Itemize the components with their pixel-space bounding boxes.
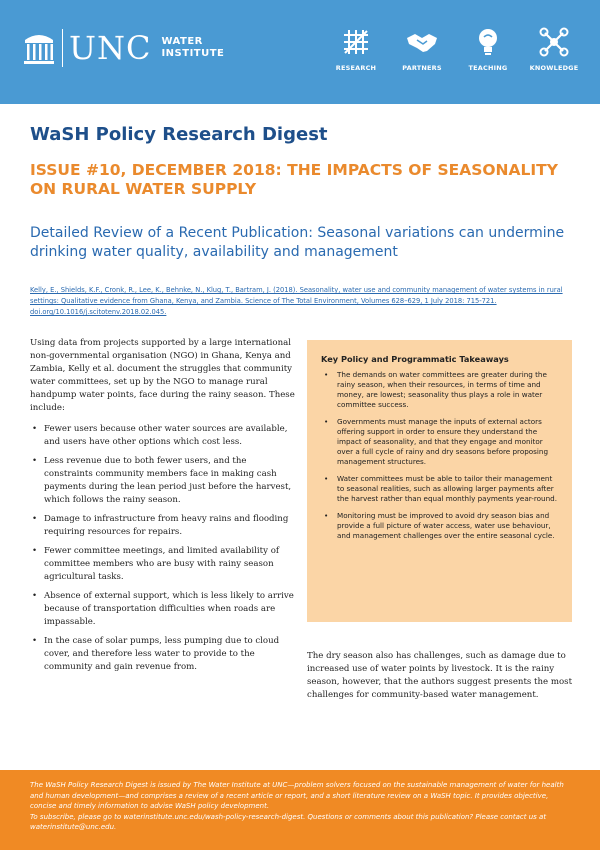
nav-research-label: RESEARCH — [335, 64, 377, 72]
takeaway-item: • Water committees must be able to tailor their management to seasonal realities, such as allowing larger payments after the harvest rather than equal monthly payments year-round. — [321, 474, 558, 504]
intro-paragraph: Using data from projects supported by a large international non-governmental organisation (NGO) in Ghana, Kenya and Zambia, Kelly et al. document the struggles that community water committees, set up by the NGO to manage rural handpump water points, face during the rainy season. These include: — [30, 338, 295, 413]
takeaway-item: • Governments must manage the inputs of external actors offering support in order to ensure they understand the impact of seasonality, and that they engage and monitor over a full cycle of rainy and dry seasons before proposing management structures. — [321, 417, 558, 467]
review-title: Detailed Review of a Recent Publication: Seasonal variations can undermine drinking water quality, availability and management — [30, 225, 565, 260]
footer-description: The WaSH Policy Research Digest is issued by The Water Institute at UNC—problem solvers focused on the sustainable management of water for health and human development—and comprises a review of a recent article or report, and a short literature review on a WaSH topic. It provides objective, concise and timely information to advise WaSH policy development. — [30, 781, 564, 810]
unc-water-institute-logo[interactable] — [22, 28, 224, 68]
logo-institute-label: INSTITUTE — [161, 48, 225, 59]
list-item: • Fewer users because other water sources are available, and users have other options which cost less. — [30, 423, 295, 449]
nav-teaching[interactable] — [456, 24, 520, 72]
footer-contact: To subscribe, please go to waterinstitute.unc.edu/wash-policy-research-digest. Questions or comments about this publication? Please contact us at waterinstitute@unc.edu. — [30, 812, 547, 831]
research-icon — [341, 27, 371, 57]
dry-season-paragraph: The dry season also has challenges, such as damage due to increased use of water points by livestock. It is the rainy season, however, that the authors suggest presents the most challenges for community-based water management. — [307, 651, 573, 700]
knowledge-network-icon — [539, 27, 569, 57]
main-body-column — [30, 337, 295, 680]
nav-knowledge[interactable] — [522, 24, 586, 72]
logo-unc-text: UNC — [69, 29, 152, 67]
handshake-icon — [405, 28, 439, 56]
takeaways-list — [321, 370, 558, 541]
list-item: • Less revenue due to both fewer users, and the constraints community members face in making cash payments during the lean period just before the harvest, which follows the rainy season. — [30, 455, 295, 507]
issue-title: ISSUE #10, DECEMBER 2018: THE IMPACTS OF SEASONALITY ON RURAL WATER SUPPLY — [30, 161, 558, 198]
nav-research[interactable] — [324, 24, 388, 72]
takeaway-item: • Monitoring must be improved to avoid dry season bias and provide a full picture of water access, water use behaviour, and management challenges over the entire seasonal cycle. — [321, 511, 558, 541]
list-item: • Absence of external support, which is less likely to arrive because of transportation difficulties when roads are impassable. — [30, 590, 295, 629]
list-item: • Damage to infrastructure from heavy rains and flooding requiring resources for repairs. — [30, 513, 295, 539]
takeaways-title: Key Policy and Programmatic Takeaways — [321, 354, 509, 364]
logo-water-label: WATER — [161, 36, 203, 47]
takeaway-item: • The demands on water committees are greater during the rainy season, when their resources, in terms of time and money, are lowest; seasonality thus plays a role in water committee success. — [321, 370, 558, 410]
nav-knowledge-label: KNOWLEDGE — [529, 64, 579, 72]
logo-divider — [62, 29, 63, 67]
main-nav — [322, 24, 586, 72]
citation-link[interactable]: Kelly, E., Shields, K.F., Cronk, R., Lee, K., Behnke, N., Klug, T., Bartram, J. (2018). Seasonality, water use and community management of water systems in rural settings: Qualitative evidence from Ghana, Kenya, and Zambia. Science of The Total Environment, Volumes 628–629, 1 July 2018: 715-721. doi.org/10.1016/j.scitotenv.2018.02.045. — [30, 286, 563, 316]
key-takeaways-box — [307, 340, 572, 622]
teaching-icon — [475, 27, 501, 57]
old-well-icon — [22, 30, 56, 66]
header-banner — [0, 0, 600, 104]
nav-partners[interactable] — [390, 24, 454, 72]
nav-teaching-label: TEACHING — [468, 64, 508, 72]
list-item: • Fewer committee meetings, and limited availability of committee members who are busy with rainy season agricultural tasks. — [30, 545, 295, 584]
footer-banner — [0, 770, 600, 850]
digest-title: WaSH Policy Research Digest — [30, 124, 328, 145]
logo-water-institute-text — [161, 36, 224, 60]
rainy-season-challenges-list — [30, 423, 295, 674]
nav-partners-label: PARTNERS — [402, 64, 442, 72]
list-item: • In the case of solar pumps, less pumping due to cloud cover, and therefore less water to provide to the community and gain revenue from. — [30, 635, 295, 674]
